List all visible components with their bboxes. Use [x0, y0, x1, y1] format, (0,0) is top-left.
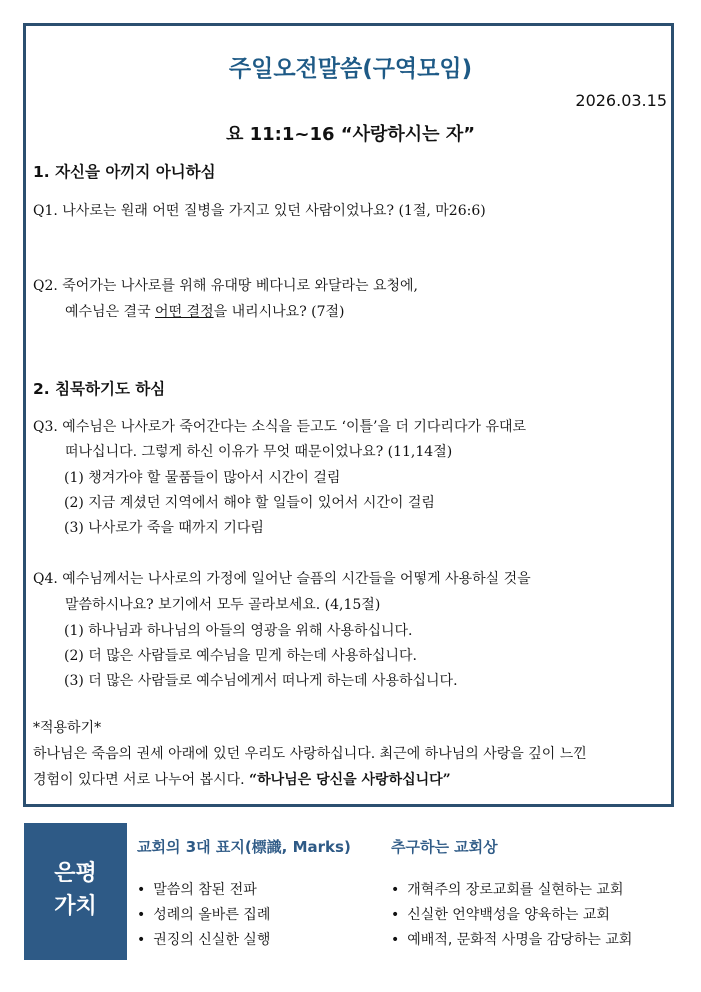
marks-title: 교회의 3대 표지(標識, Marks) [137, 838, 351, 856]
application-text: 경험이 있다면 서로 나누어 봅시다. [33, 772, 250, 788]
application-label: *적용하기* [33, 720, 102, 736]
question-3-option-2: (2) 지금 계셨던 지역에서 해야 할 일들이 있어서 시간이 걸림 [64, 495, 435, 511]
question-1: Q1. 나사로는 원래 어떤 질병을 가지고 있던 사람이었나요? (1절, 마26:6) [33, 203, 486, 219]
passage-heading: 요 11:1~16 “사랑하시는 자” [225, 124, 476, 145]
marks-item: • 성례의 올바른 집례 [137, 904, 270, 924]
church-vision-item: • 개혁주의 장로교회를 실현하는 교회 [391, 879, 623, 899]
page-title: 주일오전말씀(구역모임) [228, 56, 473, 82]
question-4-option-3: (3) 더 많은 사람들로 예수님에게서 떠나게 하는데 사용하십니다. [64, 673, 458, 689]
application-line-2 [33, 769, 451, 789]
question-4-option-1: (1) 하나님과 하나님의 아들의 영광을 위해 사용하십니다. [64, 623, 413, 639]
question-2-line-2 [65, 301, 345, 321]
question-4-line-1: Q4. 예수님께서는 나사로의 가정에 일어난 슬픔의 시간들을 어떻게 사용하실 것을 [33, 571, 531, 587]
application-line-1: 하나님은 죽음의 권세 아래에 있던 우리도 사랑하십니다. 최근에 하나님의 사랑을 깊이 느낀 [33, 746, 587, 762]
marks-item: • 권징의 신실한 실행 [137, 929, 270, 949]
q2-underlined-text: 어떤 결정 [155, 304, 214, 320]
question-4-line-2: 말씀하시나요? 보기에서 모두 골라보세요. (4,15절) [65, 597, 381, 613]
section-2-heading: 2. 침묵하기도 하심 [33, 380, 166, 398]
marks-item: • 말씀의 참된 전파 [137, 879, 257, 899]
question-3-option-1: (1) 챙겨가야 할 물품들이 많아서 시간이 걸림 [64, 470, 341, 486]
question-3-line-1: Q3. 예수님은 나사로가 죽어간다는 소식을 듣고도 ‘이틀’을 더 기다리다가 유대로 [33, 419, 527, 435]
application-emphasis: “하나님은 당신을 사랑하십니다” [249, 772, 451, 788]
values-badge [24, 823, 127, 960]
values-badge-line-2: 가치 [54, 894, 97, 919]
question-3-option-3: (3) 나사로가 죽을 때까지 기다림 [64, 520, 264, 536]
section-1-heading: 1. 자신을 아끼지 아니하심 [33, 163, 216, 181]
question-4-option-2: (2) 더 많은 사람들로 예수님을 믿게 하는데 사용하십니다. [64, 648, 417, 664]
church-vision-item: • 신실한 언약백성을 양육하는 교회 [391, 904, 610, 924]
date-label: 2026.03.15 [575, 91, 667, 110]
values-badge-line-1: 은평 [54, 861, 97, 886]
q2-text-post: 을 내리시나요? (7절) [213, 304, 345, 320]
question-2-line-1: Q2. 죽어가는 나사로를 위해 유대땅 베다니로 와달라는 요청에, [33, 278, 419, 294]
church-vision-title: 추구하는 교회상 [391, 838, 498, 856]
church-vision-item: • 예배적, 문화적 사명을 감당하는 교회 [391, 929, 632, 949]
q2-text-pre: 예수님은 결국 [65, 304, 156, 320]
question-3-line-2: 떠나십니다. 그렇게 하신 이유가 무엇 때문이었나요? (11,14절) [65, 444, 453, 460]
